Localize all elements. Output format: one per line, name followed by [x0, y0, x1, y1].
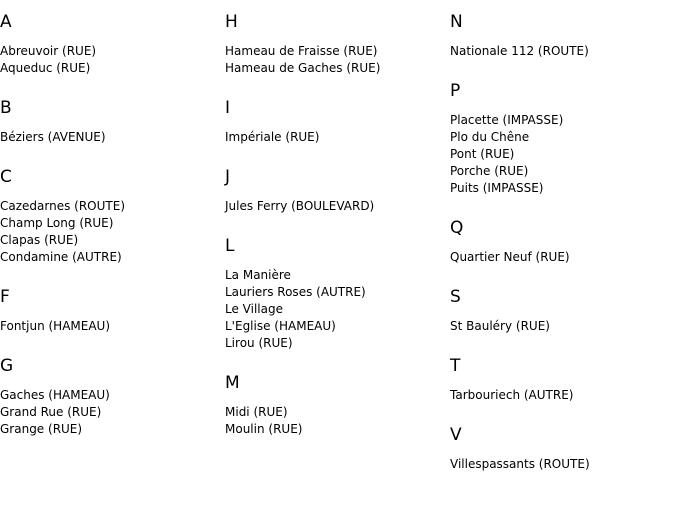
street-link[interactable]: Champ Long (RUE)	[0, 216, 114, 230]
letter-group	[450, 218, 670, 266]
street-link[interactable]: Hameau de Gaches (RUE)	[225, 61, 381, 75]
street-link[interactable]: Lirou (RUE)	[225, 336, 293, 350]
letter-heading: Q	[450, 218, 464, 238]
letter-group	[0, 12, 220, 77]
street-link[interactable]: Impériale (RUE)	[225, 130, 320, 144]
street-link[interactable]: Aqueduc (RUE)	[0, 61, 91, 75]
letter-heading: B	[0, 98, 12, 118]
street-link[interactable]: Quartier Neuf (RUE)	[450, 250, 570, 264]
street-link[interactable]: Nationale 112 (ROUTE)	[450, 44, 589, 58]
letter-heading: C	[0, 167, 12, 187]
letter-group	[450, 12, 670, 60]
letter-heading: I	[225, 98, 231, 118]
letter-group	[0, 287, 220, 335]
street-link[interactable]: Porche (RUE)	[450, 164, 529, 178]
street-link[interactable]: Moulin (RUE)	[225, 422, 303, 436]
street-link[interactable]: Hameau de Fraisse (RUE)	[225, 44, 378, 58]
letter-group	[225, 236, 445, 352]
letter-heading: S	[450, 287, 461, 307]
street-link[interactable]: Grange (RUE)	[0, 422, 83, 436]
letter-group	[0, 167, 220, 266]
street-link[interactable]: Grand Rue (RUE)	[0, 405, 102, 419]
street-link[interactable]: Abreuvoir (RUE)	[0, 44, 97, 58]
street-link[interactable]: Plo du Chêne	[450, 130, 530, 144]
street-link[interactable]: Le Village	[225, 302, 283, 316]
letter-heading: M	[225, 373, 240, 393]
street-index-column-1	[0, 12, 220, 459]
street-link[interactable]: Fontjun (HAMEAU)	[0, 319, 111, 333]
street-link[interactable]: Clapas (RUE)	[0, 233, 79, 247]
street-index-column-3	[450, 12, 670, 494]
letter-group	[225, 167, 445, 215]
street-link[interactable]: Placette (IMPASSE)	[450, 113, 564, 127]
letter-heading: H	[225, 12, 238, 32]
letter-group	[450, 81, 670, 197]
letter-heading: V	[450, 425, 462, 445]
street-link[interactable]: Gaches (HAMEAU)	[0, 388, 110, 402]
street-link[interactable]: Midi (RUE)	[225, 405, 288, 419]
street-link[interactable]: Béziers (AVENUE)	[0, 130, 106, 144]
street-link[interactable]: Puits (IMPASSE)	[450, 181, 544, 195]
letter-heading: J	[225, 167, 231, 187]
street-link[interactable]: La Manière	[225, 268, 291, 282]
street-link[interactable]: L'Eglise (HAMEAU)	[225, 319, 336, 333]
letter-heading: P	[450, 81, 461, 101]
street-link[interactable]: Pont (RUE)	[450, 147, 515, 161]
letter-heading: N	[450, 12, 463, 32]
street-index-column-2	[225, 12, 445, 459]
letter-group	[450, 287, 670, 335]
letter-group	[450, 356, 670, 404]
letter-group	[0, 98, 220, 146]
street-link[interactable]: Cazedarnes (ROUTE)	[0, 199, 126, 213]
letter-group	[0, 356, 220, 438]
street-link[interactable]: Jules Ferry (BOULEVARD)	[225, 199, 375, 213]
letter-group	[225, 373, 445, 438]
letter-heading: L	[225, 236, 235, 256]
letter-group	[450, 425, 670, 473]
street-link[interactable]: Lauriers Roses (AUTRE)	[225, 285, 366, 299]
street-link[interactable]: Tarbouriech (AUTRE)	[450, 388, 574, 402]
letter-heading: F	[0, 287, 10, 307]
street-link[interactable]: St Bauléry (RUE)	[450, 319, 550, 333]
street-link[interactable]: Villespassants (ROUTE)	[450, 457, 590, 471]
letter-heading: G	[0, 356, 14, 376]
letter-heading: A	[0, 12, 12, 32]
letter-group	[225, 98, 445, 146]
letter-group	[225, 12, 445, 77]
letter-heading: T	[450, 356, 461, 376]
street-link[interactable]: Condamine (AUTRE)	[0, 250, 122, 264]
